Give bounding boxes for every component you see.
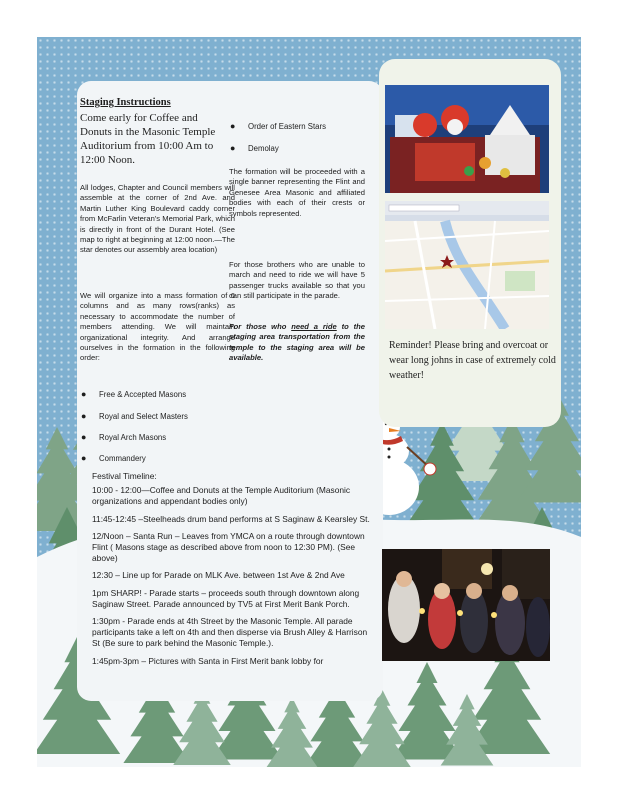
ride-note-prefix: For those who [229,322,292,331]
coffee-donuts-intro: Come early for Coffee and Donuts in the Masonic Temple Auditorium from 10:00 Am to 12:00 Noon. [80,112,216,166]
list-item: Royal Arch Masons [99,433,167,442]
ride-note-underlined: need a ride [291,322,337,331]
list-item: Free & Accepted Masons [99,390,187,399]
timeline-item: 12:30 – Line up for Parade on MLK Ave. between 1st Ave & 2nd Ave [92,570,345,581]
bullet-icon: ● [81,411,87,421]
timeline-item: 1pm SHARP! - Parade starts – proceeds south through downtown along Saginaw Street. Parade announced by TV5 at First Merit Bank Porch. [92,587,360,609]
timeline-item: 10:00 - 12:00—Coffee and Donuts at the Temple Auditorium (Masonic organizations and appendant bodies only) [92,485,351,507]
bullet-icon: ● [81,389,87,399]
bullet-icon: ● [230,143,236,153]
list-item: Order of Eastern Stars [248,122,326,131]
ride-transportation-note [229,322,365,364]
festival-timeline [92,471,374,673]
assembly-area-map [385,201,549,329]
ride-note-suffix: to the staging area transportation from the temple to the staging area will be available. [229,322,366,363]
formation-organization-paragraph: We will organize into a mass formation of 6 columns and as many rows(ranks) as necessary to accommodate the number of members attending. We will maintain organizational integrity. And arrange ourselves in the formation in the following order: [80,291,235,363]
timeline-item: 11:45-12:45 –Steelheads drum band performs at S Saginaw & Kearsley St. [92,513,370,524]
bullet-icon: ● [230,121,236,131]
list-item: Demolay [248,144,279,153]
timeline-item: 1:45pm-3pm – Pictures with Santa in First Merit bank lobby for [92,655,324,666]
reminder-note: Reminder! Please bring and overcoat or wear long johns in case of extremely cold weather! [389,340,556,381]
staging-instructions-title: Staging Instructions [80,97,171,108]
timeline-item: 12/Noon – Santa Run – Leaves from YMCA on a route through downtown Flint ( Masons stage as described above from noon to 12:30 PM). (See above) [92,530,365,564]
bullet-icon: ● [81,453,87,463]
parade-crowd-photo [382,549,550,661]
assembly-location-paragraph: All lodges, Chapter and Council members will assemble at the corner of 2nd Ave. and Martin Luther King Boulevard caddy corner from McFarlin Veteran's Memorial Park, which is directly in front of the Durant Hotel. (See map to right at beginning at 12:00 noon.—The star denotes our assembly area location) [80,183,235,255]
timeline-item: 1:30pm - Parade ends at 4th Street by the Masonic Temple. All parade participants take a left on 4th and then disperse via Brush Alley & Harrison St (Be sure to park behind the Masonic Temple.). [92,616,368,649]
bullet-icon: ● [81,432,87,442]
ride-trucks-paragraph: For those brothers who are unable to march and need to ride we will have 5 passenger trucks available so that you can still participate in the parade. [229,260,365,301]
santa-sleigh-photo [385,85,549,193]
flyer [37,37,581,767]
list-item: Commandery [99,454,146,463]
timeline-title: Festival Timeline: [92,471,157,481]
list-item: Royal and Select Masters [99,412,188,421]
banner-formation-paragraph: The formation will be proceeded with a single banner representing the Flint and Genesee Area Masonic and affiliated bodies with each of their crests or symbols represented. [229,167,365,218]
